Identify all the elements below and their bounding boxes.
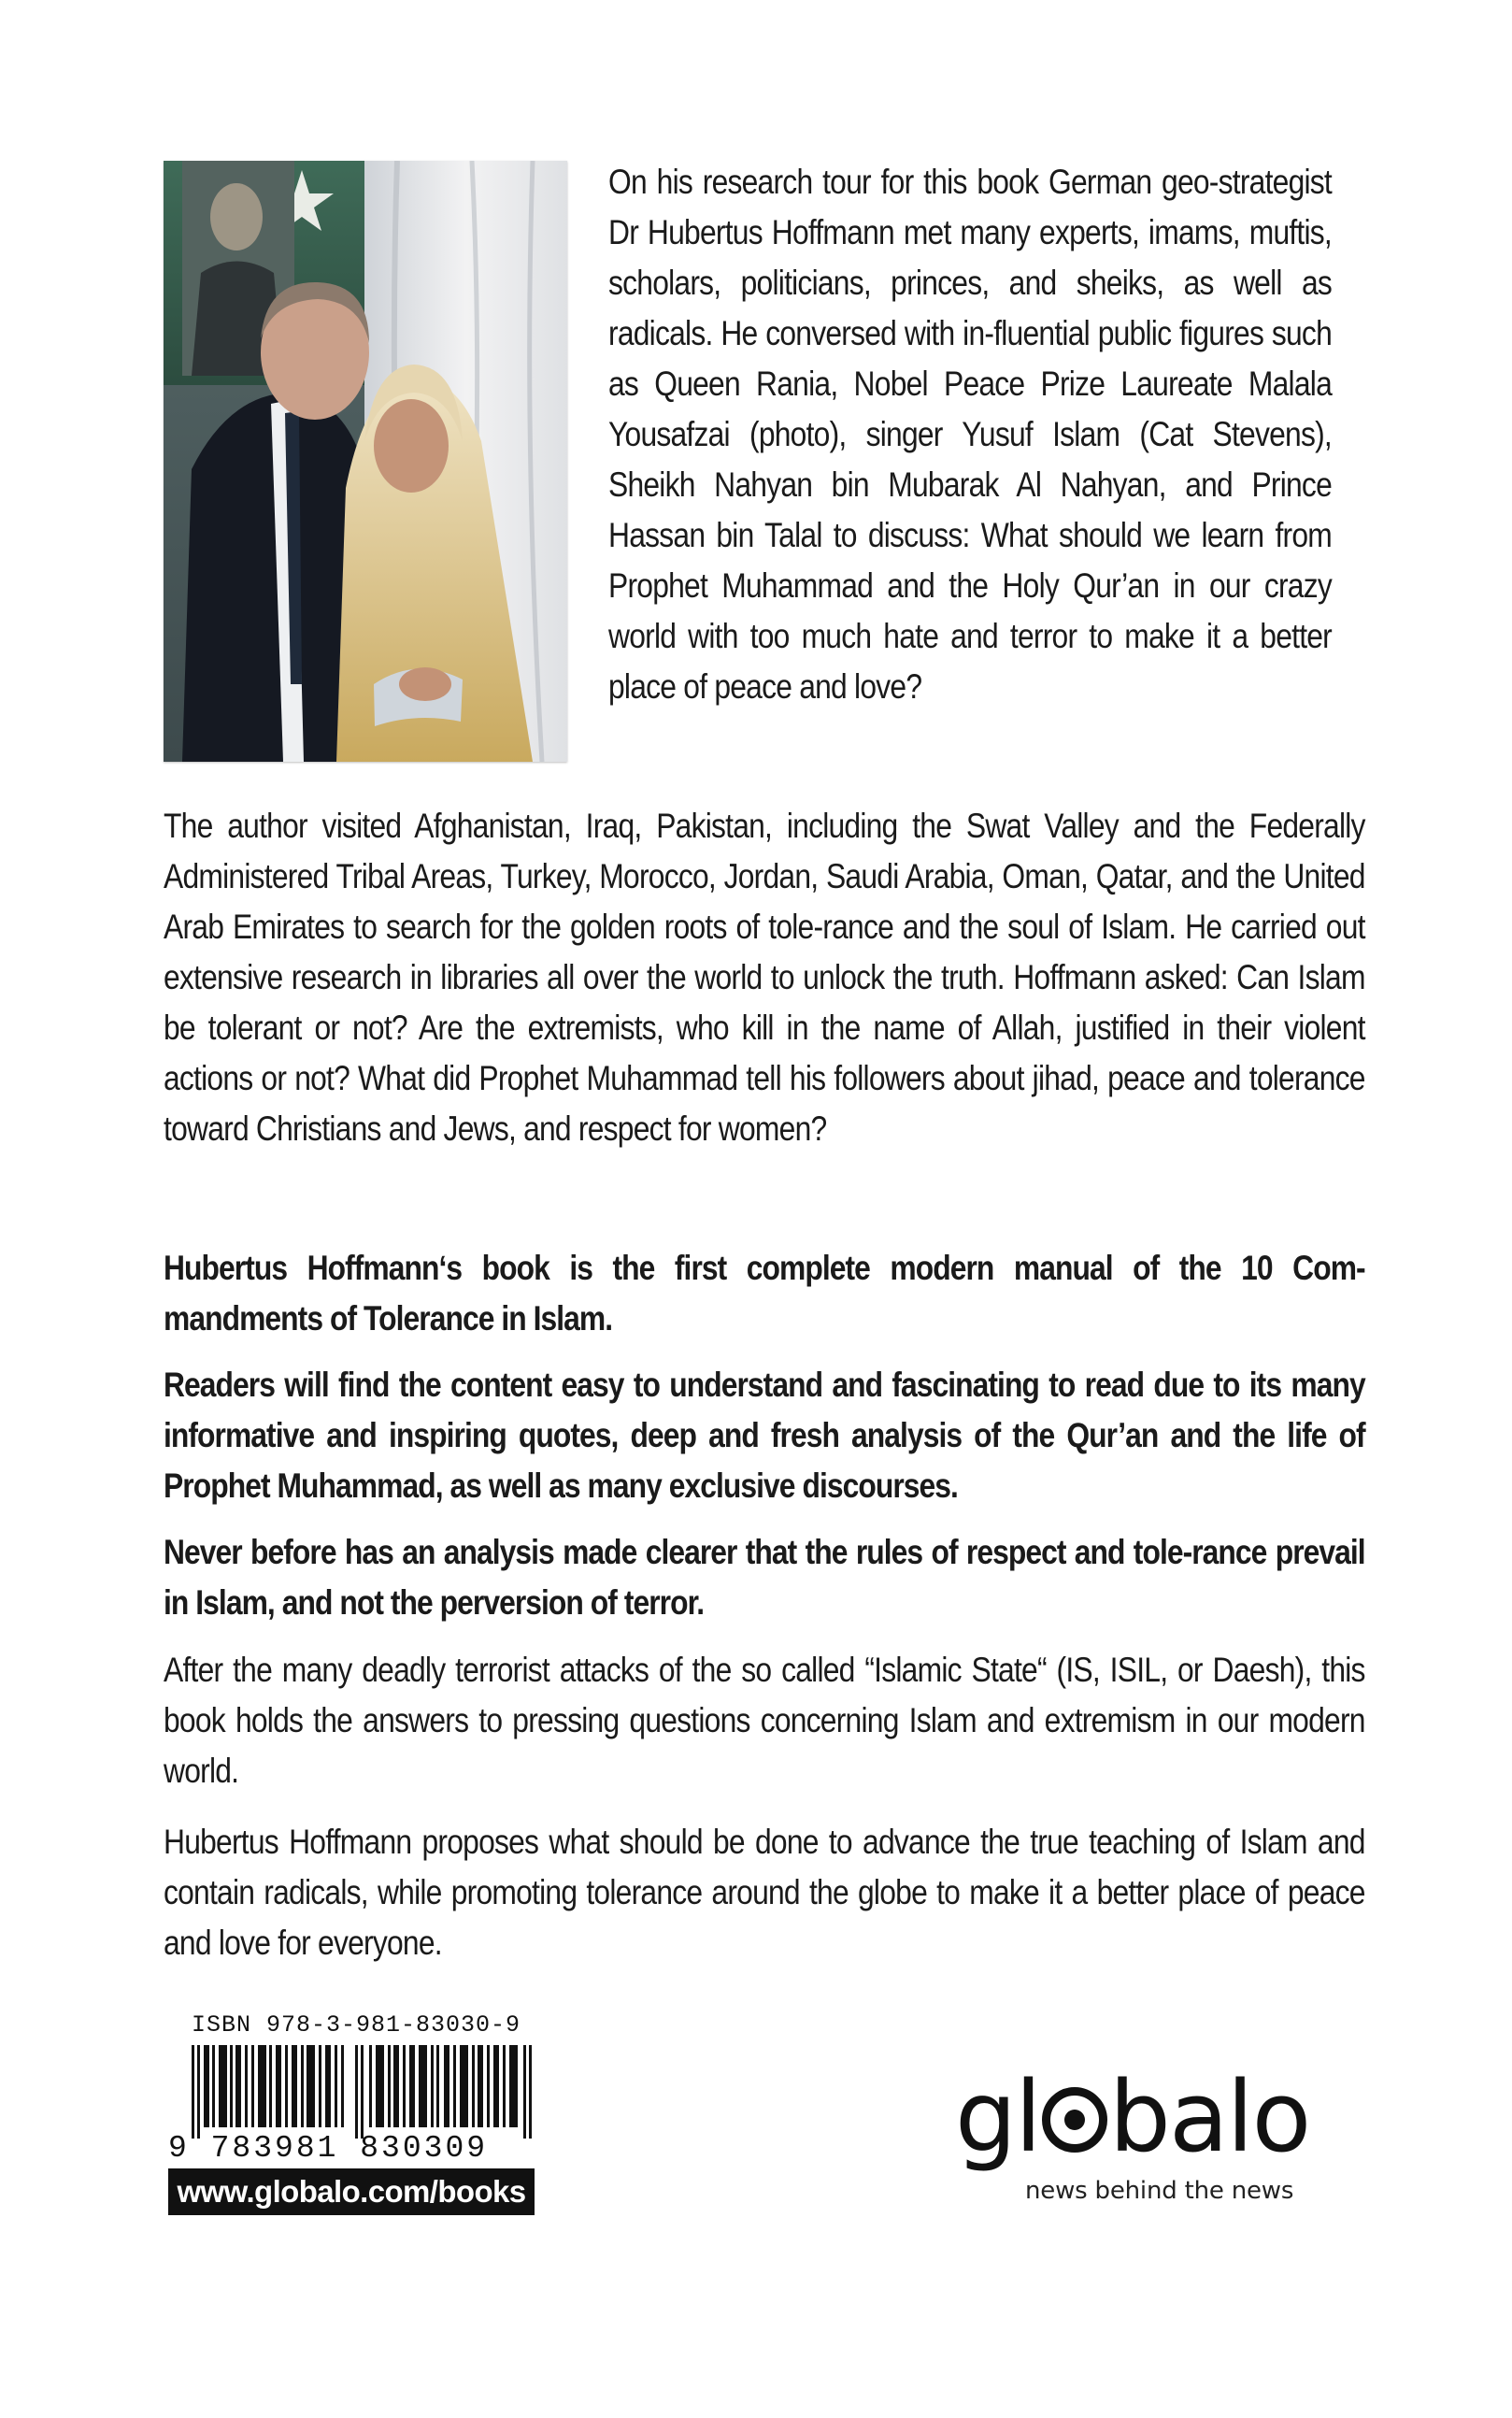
globalo-logo — [955, 2061, 1348, 2211]
bold-paragraph-manual: Hubertus Hoffmann‘s book is the first complete modern manual of the 10 Com-mandments of Tolerance in Islam. — [164, 1249, 1365, 1338]
isbn-label: ISBN 978-3-981-83030-9 — [192, 2011, 521, 2039]
closing-paragraph: Hubertus Hoffmann proposes what should be done to advance the true teaching of Islam and contain radicals, while promoting tolerance around the globe to make it a better place of peace and love for everyone. — [164, 1823, 1365, 1962]
intro-paragraph: On his research tour for this book German geo-strategist Dr Hubertus Hoffmann met many experts, imams, muftis, scholars, politicians, princes, and sheiks, as well as radicals. He conversed with in-fluential public figures such as Queen Rania, Nobel Peace Prize Laureate Malala Yousafzai (photo), singer Yusuf Islam (Cat Stevens), Sheikh Nahyan bin Mubarak Al Nahyan, and Prince Hassan bin Talal to discuss: What should we learn from Prophet Muhammad and the Holy Qur’an in our crazy world with too much hate and terror to make it a better place of peace and love? — [608, 163, 1332, 706]
author-photo — [164, 161, 567, 762]
bold-paragraph-never-before: Never before has an analysis made clearer that the rules of respect and tole-rance prevail in Islam, and not the perversion of terror. — [164, 1533, 1365, 1622]
visit-paragraph: The author visited Afghanistan, Iraq, Pakistan, including the Swat Valley and the Federally Administered Tribal Areas, Turkey, Morocco, Jordan, Saudi Arabia, Oman, Qatar, and the United Arab Emirates to search for the golden roots of tole-rance and the soul of Islam. He carried out extensive research in libraries all over the world to unlock the truth. Hoffmann asked: Can Islam be tolerant or not? Are the extremists, who kill in the name of Allah, justified in their violent actions or not? What did Prophet Muhammad tell his followers about jihad, peace and tolerance toward Christians and Jews, and respect for women? — [164, 807, 1365, 1148]
barcode-digits: 9 783981 830309 — [168, 2131, 489, 2166]
logo-word-end: balo — [1108, 2060, 1310, 2174]
bold-paragraph-readers: Readers will find the content easy to understand and fascinating to read due to its many informative and inspiring quotes, deep and fresh analysis of the Qur’an and the life of Prophet Muhammad, as well as many exclusive discourses. — [164, 1366, 1365, 1505]
eye-icon — [1042, 2087, 1107, 2153]
logo-wordmark — [955, 2061, 1309, 2173]
isbn-barcode — [192, 2045, 535, 2139]
publisher-url[interactable]: www.globalo.com/books — [168, 2168, 535, 2215]
logo-tagline: news behind the news — [1025, 2177, 1294, 2205]
after-attacks-paragraph: After the many deadly terrorist attacks of the so called “Islamic State“ (IS, ISIL, or Daesh), this book holds the answers to pressing questions concerning Islam and extremism in our modern world. — [164, 1651, 1365, 1790]
logo-word-start: gl — [955, 2060, 1040, 2174]
